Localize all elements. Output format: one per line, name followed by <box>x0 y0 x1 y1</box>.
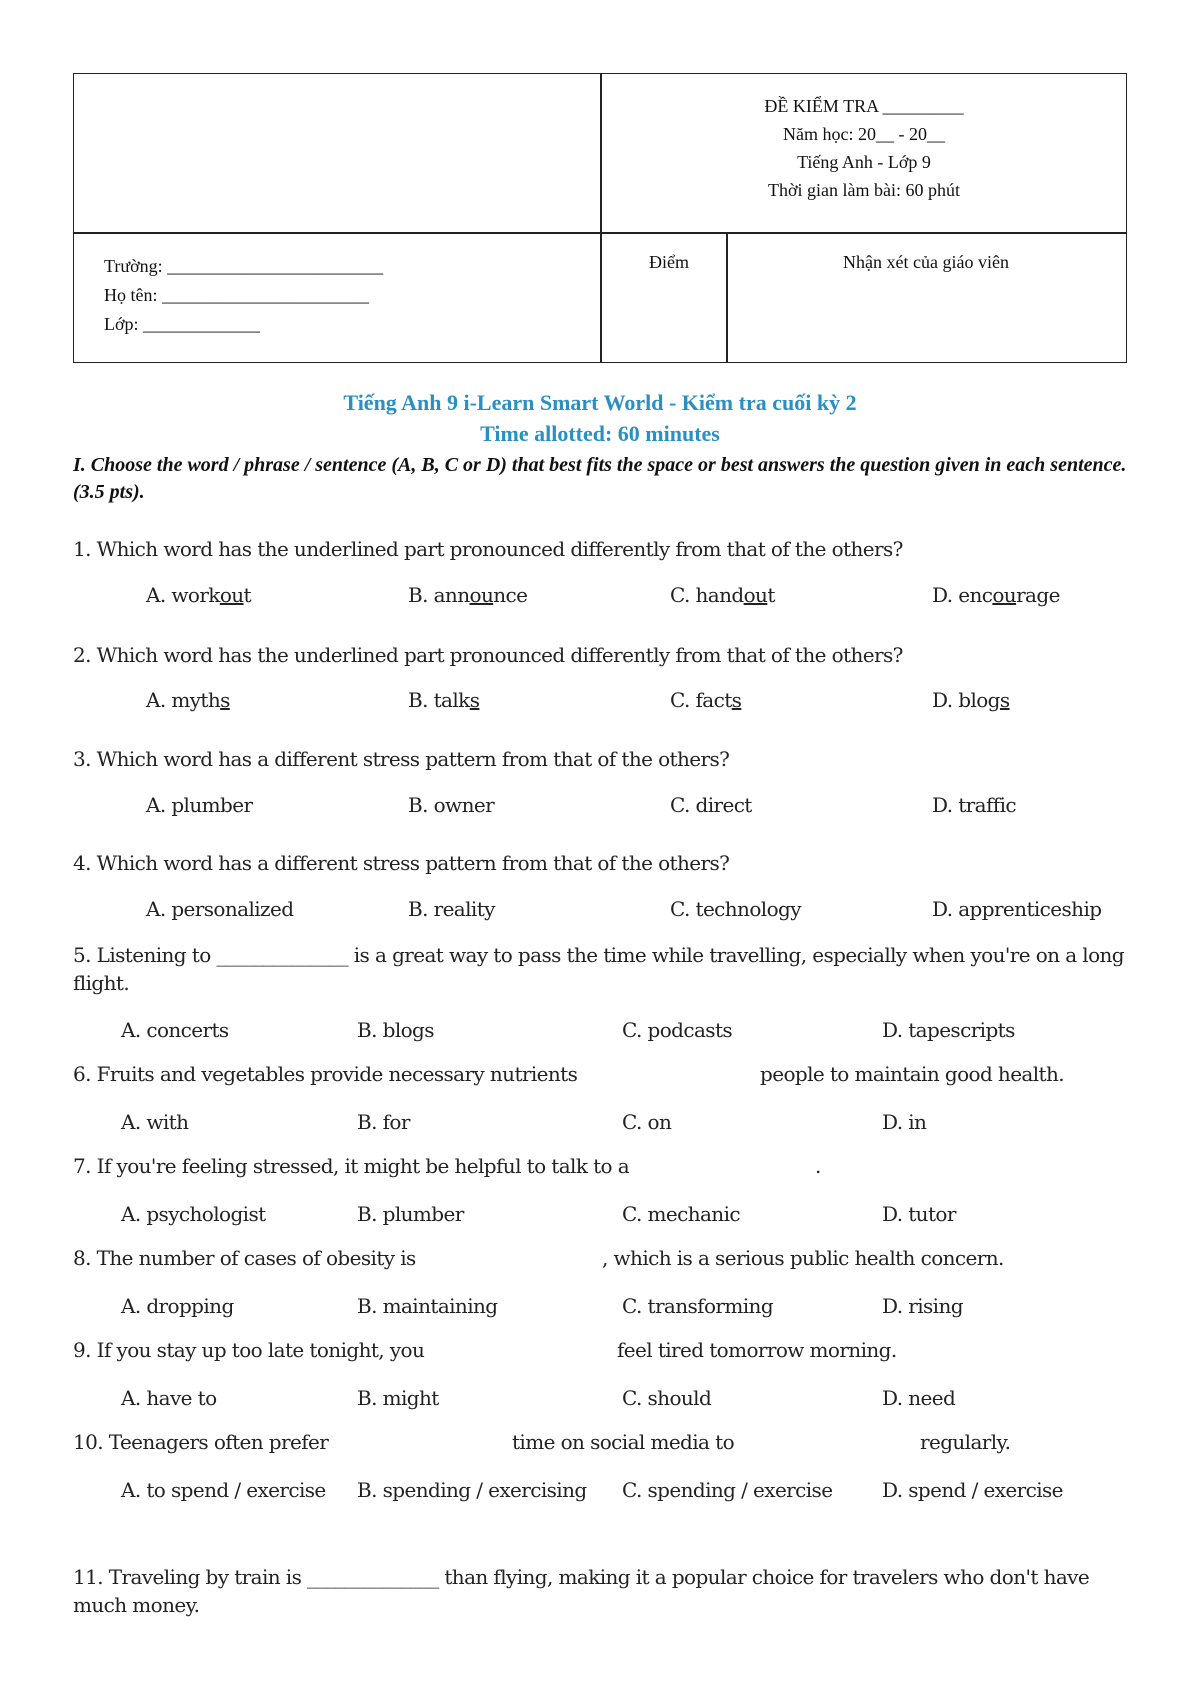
school-field[interactable]: Trường: ________________________ <box>104 256 384 276</box>
option-1c[interactable]: C. handout <box>670 583 775 607</box>
question-3: 3. Which word has a different stress pattern from that of the others? <box>73 747 730 771</box>
question-8: 8. The number of cases of obesity is <box>73 1246 416 1270</box>
option-4b[interactable]: B. reality <box>408 897 495 921</box>
exam-time: Thời gian làm bài: 60 phút <box>768 180 960 200</box>
student-info <box>104 252 383 339</box>
option-6c[interactable]: C. on <box>622 1110 672 1134</box>
question-1: 1. Which word has the underlined part pronounced differently from that of the others? <box>73 537 903 561</box>
option-7d[interactable]: D. tutor <box>882 1202 956 1226</box>
option-5a[interactable]: A. concerts <box>121 1018 229 1042</box>
question-10-end: regularly. <box>920 1430 1011 1454</box>
option-10b[interactable]: B. spending / exercising <box>357 1478 587 1502</box>
exam-info <box>599 92 1129 204</box>
question-9: 9. If you stay up too late tonight, you <box>73 1338 425 1362</box>
question-7-end: . <box>815 1154 821 1178</box>
question-6: 6. Fruits and vegetables provide necessary nutrients <box>73 1062 578 1086</box>
option-9b[interactable]: B. might <box>357 1386 439 1410</box>
option-7a[interactable]: A. psychologist <box>121 1202 266 1226</box>
option-8c[interactable]: C. transforming <box>622 1294 774 1318</box>
page-title: Tiếng Anh 9 i-Learn Smart World - Kiểm tra cuối kỳ 2 <box>343 390 857 415</box>
question-2: 2. Which word has the underlined part pronounced differently from that of the others? <box>73 643 903 667</box>
divider <box>74 232 1126 234</box>
option-9a[interactable]: A. have to <box>121 1386 217 1410</box>
option-4a[interactable]: A. personalized <box>146 897 294 921</box>
question-10-mid: time on social media to <box>512 1430 735 1454</box>
question-5: 5. Listening to ______________ is a great way to pass the time while travelling, especially when you're on a long flight. <box>73 943 1124 995</box>
name-field[interactable]: Họ tên: _______________________ <box>104 285 369 305</box>
option-3b[interactable]: B. owner <box>408 793 495 817</box>
option-2c[interactable]: C. facts <box>670 688 742 712</box>
option-6b[interactable]: B. for <box>357 1110 410 1134</box>
option-5d[interactable]: D. tapescripts <box>882 1018 1015 1042</box>
option-2d[interactable]: D. blogs <box>932 688 1010 712</box>
option-5c[interactable]: C. podcasts <box>622 1018 733 1042</box>
option-2a[interactable]: A. myths <box>146 688 230 712</box>
option-3c[interactable]: C. direct <box>670 793 752 817</box>
option-8d[interactable]: D. rising <box>882 1294 963 1318</box>
option-4c[interactable]: C. technology <box>670 897 801 921</box>
option-1a[interactable]: A. workout <box>146 583 251 607</box>
subject: Tiếng Anh - Lớp 9 <box>797 152 931 172</box>
option-5b[interactable]: B. blogs <box>357 1018 434 1042</box>
option-3a[interactable]: A. plumber <box>146 793 253 817</box>
question-10: 10. Teenagers often prefer <box>73 1430 329 1454</box>
option-6d[interactable]: D. in <box>882 1110 927 1134</box>
page-subtitle: Time allotted: 60 minutes <box>480 421 720 446</box>
section-instruction: I. Choose the word / phrase / sentence (A, B, C or D) that best fits the space or best answers the question given in each sentence. (3.5 pts). <box>73 454 1127 503</box>
option-9c[interactable]: C. should <box>622 1386 712 1410</box>
option-3d[interactable]: D. traffic <box>932 793 1016 817</box>
header-table <box>73 73 1127 363</box>
score-label: Điểm <box>649 252 689 272</box>
option-7c[interactable]: C. mechanic <box>622 1202 740 1226</box>
option-10d[interactable]: D. spend / exercise <box>882 1478 1063 1502</box>
option-1b[interactable]: B. announce <box>408 583 528 607</box>
question-4: 4. Which word has a different stress pattern from that of the others? <box>73 851 730 875</box>
option-10a[interactable]: A. to spend / exercise <box>121 1478 326 1502</box>
option-8a[interactable]: A. dropping <box>121 1294 234 1318</box>
question-11: 11. Traveling by train is ______________ than flying, making it a popular choice for travelers who don't have much money. <box>73 1565 1090 1617</box>
option-4d[interactable]: D. apprenticeship <box>932 897 1102 921</box>
question-9-end: feel tired tomorrow morning. <box>617 1338 897 1362</box>
option-7b[interactable]: B. plumber <box>357 1202 464 1226</box>
option-8b[interactable]: B. maintaining <box>357 1294 498 1318</box>
option-9d[interactable]: D. need <box>882 1386 956 1410</box>
option-10c[interactable]: C. spending / exercise <box>622 1478 833 1502</box>
school-year: Năm học: 20__ - 20__ <box>783 124 945 144</box>
exam-title: ĐỀ KIỂM TRA _________ <box>764 96 964 116</box>
comment-label: Nhận xét của giáo viên <box>843 252 1009 272</box>
option-1d[interactable]: D. encourage <box>932 583 1060 607</box>
question-8-end: , which is a serious public health concern. <box>602 1246 1004 1270</box>
class-field[interactable]: Lớp: _____________ <box>104 314 261 334</box>
question-6-end: people to maintain good health. <box>760 1062 1065 1086</box>
option-6a[interactable]: A. with <box>121 1110 189 1134</box>
option-2b[interactable]: B. talks <box>408 688 480 712</box>
question-7: 7. If you're feeling stressed, it might be helpful to talk to a <box>73 1154 630 1178</box>
